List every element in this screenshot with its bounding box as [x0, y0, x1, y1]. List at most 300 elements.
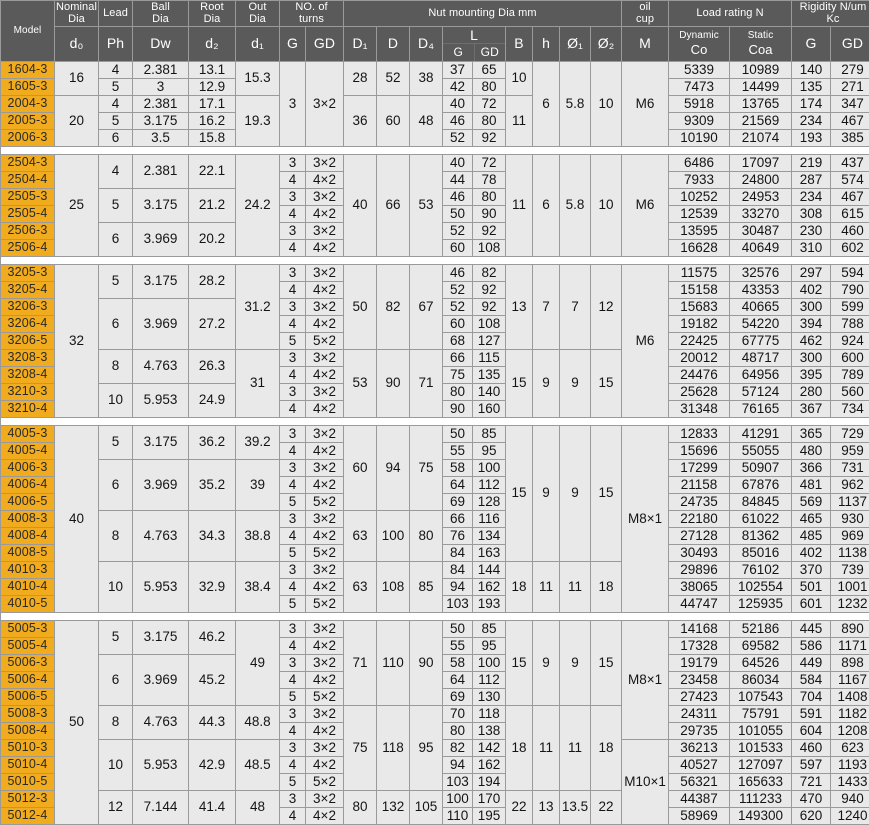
cell-L-G: 40	[443, 95, 473, 112]
cell-L-G: 103	[443, 773, 473, 790]
cell-D: 60	[377, 95, 410, 146]
cell-static-coa: 33270	[730, 205, 792, 222]
cell-L-G: 69	[443, 493, 473, 510]
cell-root-dia: 16.2	[189, 112, 236, 129]
cell-model[interactable]: 2506-3	[1, 222, 55, 239]
cell-D4: 105	[410, 790, 443, 824]
cell-oil-cup-M: M6	[622, 264, 669, 417]
cell-oil-cup-M: M6	[622, 61, 669, 146]
cell-root-dia: 45.2	[189, 654, 236, 705]
cell-ball-dia: 5.953	[133, 739, 189, 790]
cell-model[interactable]: 3206-4	[1, 315, 55, 332]
cell-dynamic-co: 56321	[669, 773, 730, 790]
cell-L-G: 44	[443, 171, 473, 188]
cell-L-G: 70	[443, 705, 473, 722]
cell-L-GD: 72	[473, 95, 506, 112]
group-spacer	[1, 417, 869, 425]
cell-rigidity-gd: 347	[831, 95, 869, 112]
cell-lead: 5	[99, 112, 133, 129]
cell-D: 118	[377, 705, 410, 790]
cell-dynamic-co: 5339	[669, 61, 730, 78]
cell-lead: 5	[99, 78, 133, 95]
cell-L-G: 76	[443, 527, 473, 544]
cell-turns-gd: 5×2	[306, 773, 344, 790]
cell-root-dia: 32.9	[189, 561, 236, 612]
cell-L-GD: 115	[473, 349, 506, 366]
cell-rigidity-gd: 623	[831, 739, 869, 756]
header-sub-static	[730, 26, 792, 61]
cell-L-GD: 134	[473, 527, 506, 544]
header-sub-d1: d₁	[236, 26, 280, 61]
cell-ball-dia: 3.969	[133, 459, 189, 510]
cell-static-coa: 57124	[730, 383, 792, 400]
header-nut-mounting-dia: Nut mounting Dia mm	[344, 1, 622, 27]
table-row[interactable]	[1, 154, 869, 171]
cell-model[interactable]: 1604-3	[1, 61, 55, 78]
cell-lead: 5	[99, 264, 133, 298]
cell-dynamic-co: 9309	[669, 112, 730, 129]
cell-model[interactable]: 5008-4	[1, 722, 55, 739]
cell-D1: 53	[344, 349, 377, 417]
cell-static-coa: 21074	[730, 129, 792, 146]
cell-rigidity-gd: 460	[831, 222, 869, 239]
cell-turns-gd: 4×2	[306, 756, 344, 773]
cell-rigidity-gd: 467	[831, 112, 869, 129]
cell-static-coa: 32576	[730, 264, 792, 281]
cell-out-dia: 19.3	[236, 95, 280, 146]
cell-model[interactable]: 2504-4	[1, 171, 55, 188]
cell-model[interactable]: 5008-3	[1, 705, 55, 722]
cell-D4: 53	[410, 154, 443, 256]
header-sub-phi1: Ø₁	[560, 26, 591, 61]
cell-dynamic-co: 24476	[669, 366, 730, 383]
cell-L-G: 84	[443, 561, 473, 578]
cell-lead: 4	[99, 154, 133, 188]
cell-root-dia: 20.2	[189, 222, 236, 256]
table-row[interactable]	[1, 95, 869, 112]
cell-L-G: 46	[443, 188, 473, 205]
cell-turns-gd: 3×2	[306, 383, 344, 400]
cell-turns-gd: 3×2	[306, 222, 344, 239]
cell-h: 11	[533, 705, 560, 790]
cell-model[interactable]: 2505-3	[1, 188, 55, 205]
cell-dynamic-co: 16628	[669, 239, 730, 256]
cell-turns-g: 5	[280, 595, 306, 612]
cell-rigidity-gd: 1433	[831, 773, 869, 790]
cell-out-dia: 24.2	[236, 154, 280, 256]
cell-L-GD: 80	[473, 188, 506, 205]
cell-dynamic-co: 14168	[669, 620, 730, 637]
cell-L-G: 90	[443, 400, 473, 417]
cell-lead: 6	[99, 654, 133, 705]
cell-L-G: 100	[443, 790, 473, 807]
cell-model[interactable]: 2506-4	[1, 239, 55, 256]
cell-turns-gd: 4×2	[306, 637, 344, 654]
cell-rigidity-gd: 594	[831, 264, 869, 281]
cell-out-dia: 31.2	[236, 264, 280, 349]
cell-phi1: 9	[560, 620, 591, 705]
cell-turns-g: 4	[280, 671, 306, 688]
cell-h: 11	[533, 561, 560, 612]
cell-rigidity-g: 485	[792, 527, 831, 544]
cell-L-G: 55	[443, 637, 473, 654]
cell-D: 82	[377, 264, 410, 349]
table-row[interactable]	[1, 264, 869, 281]
cell-rigidity-g: 308	[792, 205, 831, 222]
cell-model[interactable]: 4008-3	[1, 510, 55, 527]
cell-rigidity-gd: 467	[831, 188, 869, 205]
cell-L-GD: 100	[473, 459, 506, 476]
cell-model[interactable]: 5005-3	[1, 620, 55, 637]
cell-D: 132	[377, 790, 410, 824]
cell-rigidity-g: 370	[792, 561, 831, 578]
table-row[interactable]	[1, 61, 869, 78]
cell-L-GD: 194	[473, 773, 506, 790]
cell-turns-g: 3	[280, 561, 306, 578]
cell-static-coa: 41291	[730, 425, 792, 442]
header-sub-dw: Dw	[133, 26, 189, 61]
cell-model[interactable]: 5010-4	[1, 756, 55, 773]
cell-phi2: 15	[591, 620, 622, 705]
cell-B: 18	[506, 561, 533, 612]
cell-static-coa: 43353	[730, 281, 792, 298]
cell-static-coa: 69582	[730, 637, 792, 654]
cell-L-G: 110	[443, 807, 473, 824]
cell-L-GD: 116	[473, 510, 506, 527]
cell-root-dia: 26.3	[189, 349, 236, 383]
cell-rigidity-gd: 437	[831, 154, 869, 171]
cell-static-coa: 81362	[730, 527, 792, 544]
cell-L-GD: 142	[473, 739, 506, 756]
cell-dynamic-co: 31348	[669, 400, 730, 417]
cell-rigidity-gd: 560	[831, 383, 869, 400]
cell-dynamic-co: 21158	[669, 476, 730, 493]
cell-lead: 5	[99, 425, 133, 459]
cell-rigidity-gd: 731	[831, 459, 869, 476]
cell-turns-gd: 4×2	[306, 807, 344, 824]
cell-rigidity-g: 287	[792, 171, 831, 188]
cell-model[interactable]: 4005-4	[1, 442, 55, 459]
cell-L-G: 66	[443, 349, 473, 366]
cell-turns-gd: 4×2	[306, 722, 344, 739]
table-row[interactable]	[1, 561, 869, 578]
cell-turns-gd: 3×2	[306, 790, 344, 807]
cell-static-coa: 17097	[730, 154, 792, 171]
cell-rigidity-g: 462	[792, 332, 831, 349]
cell-turns-gd: 4×2	[306, 315, 344, 332]
cell-out-dia: 31	[236, 349, 280, 417]
cell-phi1: 11	[560, 561, 591, 612]
cell-rigidity-g: 193	[792, 129, 831, 146]
cell-nominal-dia: 50	[55, 620, 99, 824]
cell-h: 6	[533, 61, 560, 146]
cell-rigidity-g: 601	[792, 595, 831, 612]
cell-L-G: 37	[443, 61, 473, 78]
cell-rigidity-gd: 574	[831, 171, 869, 188]
cell-model[interactable]: 3208-4	[1, 366, 55, 383]
group-spacer-cell	[1, 612, 869, 620]
cell-lead: 5	[99, 188, 133, 222]
cell-rigidity-gd: 1408	[831, 688, 869, 705]
header-sub-d0: d₀	[55, 26, 99, 61]
cell-dynamic-co: 22180	[669, 510, 730, 527]
cell-ball-dia: 3.969	[133, 298, 189, 349]
cell-rigidity-g: 569	[792, 493, 831, 510]
cell-L-GD: 90	[473, 205, 506, 222]
cell-ball-dia: 4.763	[133, 705, 189, 739]
cell-D4: 95	[410, 705, 443, 790]
cell-ball-dia: 3.969	[133, 654, 189, 705]
cell-lead: 4	[99, 61, 133, 78]
cell-root-dia: 36.2	[189, 425, 236, 459]
cell-turns-gd: 4×2	[306, 442, 344, 459]
cell-D1: 63	[344, 561, 377, 612]
cell-model[interactable]: 2006-3	[1, 129, 55, 146]
table-row[interactable]	[1, 705, 869, 722]
cell-phi2: 15	[591, 425, 622, 561]
cell-static-coa: 101533	[730, 739, 792, 756]
cell-L-GD: 195	[473, 807, 506, 824]
cell-phi1: 9	[560, 425, 591, 561]
cell-static-coa: 84845	[730, 493, 792, 510]
table-row[interactable]	[1, 425, 869, 442]
cell-ball-dia: 3.175	[133, 264, 189, 298]
cell-lead: 8	[99, 349, 133, 383]
cell-B: 11	[506, 95, 533, 146]
cell-root-dia: 28.2	[189, 264, 236, 298]
cell-dynamic-co: 15683	[669, 298, 730, 315]
cell-model[interactable]: 2505-4	[1, 205, 55, 222]
table-row[interactable]	[1, 510, 869, 527]
cell-model[interactable]: 5005-4	[1, 637, 55, 654]
cell-L-G: 80	[443, 722, 473, 739]
header-sub-ph: Ph	[99, 26, 133, 61]
header-rigidity: Rigidity N/um Kc	[792, 1, 869, 27]
cell-turns-gd: 3×2	[306, 264, 344, 281]
cell-model[interactable]: 5006-4	[1, 671, 55, 688]
cell-ball-dia: 3.175	[133, 112, 189, 129]
cell-phi2: 18	[591, 561, 622, 612]
cell-turns-g: 4	[280, 637, 306, 654]
cell-L-G: 75	[443, 366, 473, 383]
cell-rigidity-gd: 1182	[831, 705, 869, 722]
cell-L-GD: 162	[473, 756, 506, 773]
cell-oil-cup-M: M10×1	[622, 739, 669, 824]
cell-static-coa: 76165	[730, 400, 792, 417]
cell-model[interactable]: 4006-4	[1, 476, 55, 493]
cell-turns-g: 3	[280, 654, 306, 671]
cell-static-coa: 67775	[730, 332, 792, 349]
cell-static-coa: 10989	[730, 61, 792, 78]
cell-turns-g: 4	[280, 578, 306, 595]
cell-model[interactable]: 2504-3	[1, 154, 55, 171]
cell-model[interactable]: 5010-5	[1, 773, 55, 790]
cell-model[interactable]: 3210-4	[1, 400, 55, 417]
cell-turns-gd: 3×2	[306, 154, 344, 171]
cell-rigidity-gd: 940	[831, 790, 869, 807]
cell-L-GD: 80	[473, 78, 506, 95]
cell-dynamic-co: 44387	[669, 790, 730, 807]
cell-model[interactable]: 5010-3	[1, 739, 55, 756]
cell-rigidity-g: 367	[792, 400, 831, 417]
cell-rigidity-g: 297	[792, 264, 831, 281]
cell-L-GD: 138	[473, 722, 506, 739]
cell-model[interactable]: 3206-5	[1, 332, 55, 349]
group-spacer-cell	[1, 256, 869, 264]
cell-L-G: 84	[443, 544, 473, 561]
header-nominal-dia: Nominal Dia	[55, 1, 99, 27]
cell-rigidity-gd: 930	[831, 510, 869, 527]
cell-phi1: 5.8	[560, 61, 591, 146]
cell-model[interactable]: 5006-5	[1, 688, 55, 705]
cell-rigidity-g: 591	[792, 705, 831, 722]
cell-turns-gd: 3×2	[306, 61, 344, 146]
cell-rigidity-g: 721	[792, 773, 831, 790]
cell-turns-gd: 4×2	[306, 281, 344, 298]
cell-D: 108	[377, 561, 410, 612]
cell-model[interactable]: 4008-5	[1, 544, 55, 561]
cell-model[interactable]: 4010-5	[1, 595, 55, 612]
cell-dynamic-co: 24735	[669, 493, 730, 510]
cell-model[interactable]: 4008-4	[1, 527, 55, 544]
cell-model[interactable]: 4006-3	[1, 459, 55, 476]
header-sub-L-G: G	[443, 44, 475, 61]
cell-turns-g: 4	[280, 756, 306, 773]
cell-model[interactable]: 3210-3	[1, 383, 55, 400]
header-sub-D: D	[377, 26, 410, 61]
cell-D1: 60	[344, 425, 377, 510]
cell-rigidity-g: 402	[792, 544, 831, 561]
cell-oil-cup-M: M6	[622, 154, 669, 256]
cell-model[interactable]: 4010-4	[1, 578, 55, 595]
cell-out-dia: 15.3	[236, 61, 280, 95]
cell-L-G: 46	[443, 264, 473, 281]
cell-root-dia: 22.1	[189, 154, 236, 188]
cell-D: 90	[377, 349, 410, 417]
cell-model[interactable]: 5012-4	[1, 807, 55, 824]
cell-L-G: 64	[443, 671, 473, 688]
cell-D4: 80	[410, 510, 443, 561]
cell-h: 7	[533, 264, 560, 349]
cell-L-GD: 135	[473, 366, 506, 383]
cell-L-G: 69	[443, 688, 473, 705]
cell-rigidity-g: 280	[792, 383, 831, 400]
cell-oil-cup-M: M8×1	[622, 620, 669, 739]
cell-L-GD: 95	[473, 637, 506, 654]
cell-rigidity-gd: 739	[831, 561, 869, 578]
cell-turns-gd: 5×2	[306, 688, 344, 705]
cell-root-dia: 46.2	[189, 620, 236, 654]
cell-D4: 71	[410, 349, 443, 417]
cell-dynamic-co: 13595	[669, 222, 730, 239]
cell-dynamic-co: 40527	[669, 756, 730, 773]
cell-dynamic-co: 5918	[669, 95, 730, 112]
header-row-sub	[1, 26, 869, 61]
cell-turns-g: 4	[280, 400, 306, 417]
cell-L-G: 60	[443, 239, 473, 256]
cell-rigidity-gd: 1232	[831, 595, 869, 612]
cell-L-GD: 162	[473, 578, 506, 595]
cell-static-coa: 48717	[730, 349, 792, 366]
cell-lead: 10	[99, 561, 133, 612]
cell-model[interactable]: 5006-3	[1, 654, 55, 671]
cell-static-coa: 30487	[730, 222, 792, 239]
cell-D1: 63	[344, 510, 377, 561]
cell-turns-gd: 3×2	[306, 620, 344, 637]
header-sub-turns-gd: GD	[306, 26, 344, 61]
cell-model[interactable]: 2004-3	[1, 95, 55, 112]
cell-ball-dia: 2.381	[133, 61, 189, 78]
cell-ball-dia: 3.175	[133, 620, 189, 654]
table-row[interactable]	[1, 790, 869, 807]
cell-phi2: 22	[591, 790, 622, 824]
cell-model[interactable]: 5012-3	[1, 790, 55, 807]
header-sub-dynamic-label: Dynamic	[669, 29, 729, 42]
cell-dynamic-co: 36213	[669, 739, 730, 756]
cell-model[interactable]: 1605-3	[1, 78, 55, 95]
cell-B: 11	[506, 154, 533, 256]
cell-rigidity-gd: 602	[831, 239, 869, 256]
header-sub-L	[443, 26, 506, 61]
cell-ball-dia: 5.953	[133, 561, 189, 612]
cell-L-GD: 108	[473, 239, 506, 256]
cell-out-dia: 38.8	[236, 510, 280, 561]
cell-L-G: 60	[443, 315, 473, 332]
table-row[interactable]	[1, 620, 869, 637]
cell-L-G: 66	[443, 510, 473, 527]
cell-root-dia: 24.9	[189, 383, 236, 417]
cell-L-G: 42	[443, 78, 473, 95]
cell-rigidity-gd: 1001	[831, 578, 869, 595]
cell-model[interactable]: 4010-3	[1, 561, 55, 578]
cell-dynamic-co: 29896	[669, 561, 730, 578]
cell-rigidity-g: 704	[792, 688, 831, 705]
cell-dynamic-co: 15696	[669, 442, 730, 459]
cell-rigidity-gd: 279	[831, 61, 869, 78]
cell-turns-g: 3	[280, 510, 306, 527]
cell-rigidity-g: 501	[792, 578, 831, 595]
cell-L-GD: 127	[473, 332, 506, 349]
cell-turns-gd: 3×2	[306, 739, 344, 756]
cell-turns-gd: 3×2	[306, 510, 344, 527]
cell-root-dia: 34.3	[189, 510, 236, 561]
cell-L-GD: 140	[473, 383, 506, 400]
cell-dynamic-co: 29735	[669, 722, 730, 739]
cell-rigidity-g: 366	[792, 459, 831, 476]
cell-turns-gd: 5×2	[306, 544, 344, 561]
cell-model[interactable]: 3205-4	[1, 281, 55, 298]
cell-model[interactable]: 3205-3	[1, 264, 55, 281]
cell-root-dia: 21.2	[189, 188, 236, 222]
cell-model[interactable]: 2005-3	[1, 112, 55, 129]
cell-turns-gd: 5×2	[306, 595, 344, 612]
cell-model[interactable]: 3206-3	[1, 298, 55, 315]
cell-model[interactable]: 4006-5	[1, 493, 55, 510]
cell-turns-g: 5	[280, 332, 306, 349]
cell-rigidity-gd: 898	[831, 654, 869, 671]
cell-D4: 90	[410, 620, 443, 705]
cell-static-coa: 40665	[730, 298, 792, 315]
header-root-dia: Root Dia	[189, 1, 236, 27]
cell-model[interactable]: 4005-3	[1, 425, 55, 442]
cell-phi2: 15	[591, 349, 622, 417]
cell-L-G: 50	[443, 205, 473, 222]
cell-phi1: 7	[560, 264, 591, 349]
table-row[interactable]	[1, 349, 869, 366]
cell-model[interactable]: 3208-3	[1, 349, 55, 366]
cell-turns-g: 3	[280, 383, 306, 400]
cell-ball-dia: 3.175	[133, 188, 189, 222]
